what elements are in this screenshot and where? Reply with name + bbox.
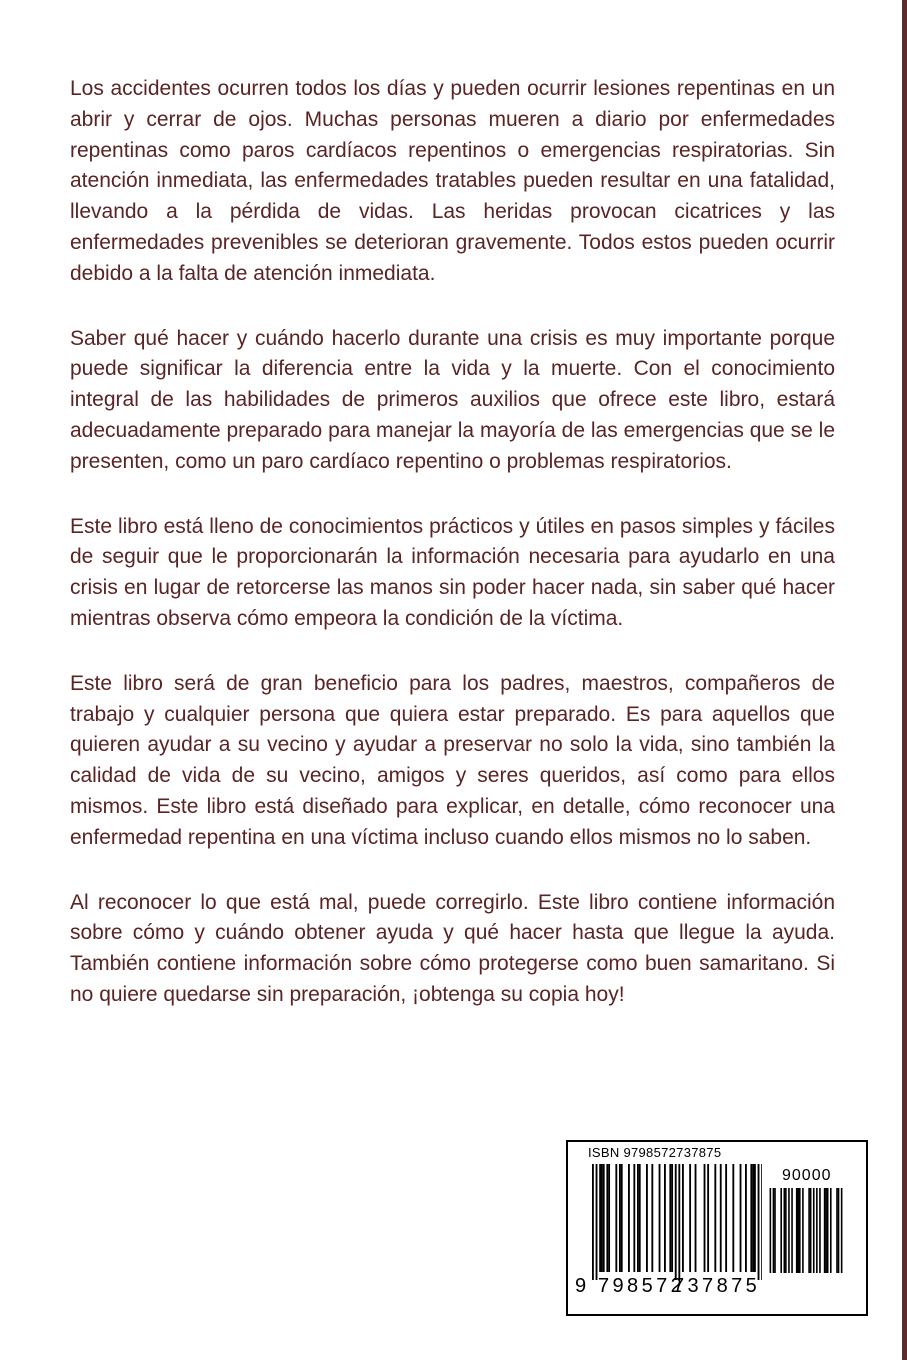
addon-bar	[799, 1188, 801, 1273]
barcode-bar	[725, 1164, 727, 1272]
barcode-right-digits: 737875	[673, 1275, 761, 1297]
barcode-bar	[754, 1164, 756, 1272]
addon-bar	[824, 1188, 826, 1273]
paragraph-5: Al reconocer lo que está mal, puede corregirlo. Este libro contiene información sobre cómo y cuándo obtener ayuda y qué hacer hasta que llegue la ayuda. También contiene información sobre cómo protegerse como buen samaritano. Si no quiere quedarse sin preparación, ¡obtenga su copia hoy!	[70, 890, 835, 1006]
barcode-bar	[720, 1164, 722, 1272]
addon-bar	[819, 1188, 821, 1273]
addon-bar	[808, 1188, 810, 1273]
price-addon-digits: 90000	[782, 1167, 832, 1184]
barcode-first-digit: 9	[575, 1275, 587, 1297]
barcode-bar	[621, 1164, 623, 1272]
barcode-bar	[608, 1164, 610, 1272]
addon-bar	[841, 1188, 843, 1273]
addon-bar	[816, 1188, 818, 1273]
addon-bar	[788, 1188, 790, 1273]
paragraph-4: Este libro será de gran beneficio para los padres, maestros, compañeros de trabajo y cualquier persona que quiera estar preparado. Es para aquellos que quieren ayudar a su vecino y ayudar a preservar no solo la vida, sino también la calidad de vida de su vecino, amigos y seres queridos, así como para ellos mismos. Este libro está diseñado para explicar, en detalle, cómo reconocer una enfermedad repentina en una víctima incluso cuando ellos mismos no lo saben.	[70, 671, 835, 849]
barcode-bar	[669, 1164, 671, 1272]
barcode-bar	[758, 1164, 760, 1280]
addon-bar	[774, 1188, 776, 1273]
addon-bar	[780, 1188, 782, 1273]
barcode-bar	[745, 1164, 747, 1272]
barcode-bar	[704, 1164, 706, 1272]
spine-edge	[902, 0, 907, 1360]
barcode-bar	[671, 1164, 673, 1272]
addon-bar	[827, 1188, 829, 1273]
barcode-bar	[639, 1164, 641, 1272]
ean13-bars	[592, 1164, 762, 1282]
barcode-bar	[675, 1164, 677, 1280]
barcode-bar	[606, 1164, 608, 1272]
barcode-bar	[761, 1164, 762, 1280]
addon-bars	[768, 1188, 848, 1278]
paragraph-2: Saber qué hacer y cuándo hacerlo durante una crisis es muy importante porque puede significar la diferencia entre la vida y la muerte. Con el conocimiento integral de las habilidades de primeros auxilios que ofrece este libro, estará adecuadamente preparado para manejar la mayoría de las emergencias que se le presenten, como un paro cardíaco repentino o problemas respiratorios.	[70, 326, 835, 473]
barcode-bar	[750, 1164, 752, 1272]
barcode-bar	[695, 1164, 697, 1272]
addon-bar	[796, 1188, 798, 1273]
barcode-bar	[678, 1164, 680, 1280]
barcode-bar	[659, 1164, 661, 1272]
barcode-bar	[599, 1164, 601, 1272]
addon-bar	[791, 1188, 793, 1273]
barcode-bar	[752, 1164, 754, 1272]
barcode-bar	[707, 1164, 709, 1272]
isbn-label: ISBN 9798572737875	[588, 1145, 722, 1160]
addon-bar	[830, 1188, 832, 1273]
paragraph-1: Los accidentes ocurren todos los días y pueden ocurrir lesiones repentinas en un abrir y cerrar de ojos. Muchas personas mueren a diario por enfermedades repentinas como paros cardíacos repentinos o emergencias respiratorias. Sin atención inmediata, las enfermedades tratables pueden resultar en una fatalidad, llevando a la pérdida de vidas. Las heridas provocan cicatrices y las enfermedades prevenibles se deterioran gravemente. Todos estos pueden ocurrir debido a la falta de atención inmediata.	[70, 77, 835, 285]
addon-bar	[770, 1188, 772, 1273]
addon-bar	[836, 1188, 838, 1273]
barcode-bar	[740, 1164, 742, 1272]
barcode-bar	[714, 1164, 716, 1272]
isbn-barcode	[566, 1140, 868, 1316]
barcode-bar	[682, 1164, 684, 1272]
addon-bar	[785, 1188, 787, 1273]
barcode-left-digits: 798572	[598, 1275, 686, 1297]
addon-bar	[813, 1188, 815, 1273]
addon-bar	[838, 1188, 840, 1273]
barcode-bar	[628, 1164, 630, 1272]
barcode-bar	[619, 1164, 621, 1272]
barcode-bar	[603, 1164, 605, 1272]
barcode-bar	[615, 1164, 617, 1272]
barcode-bar	[633, 1164, 635, 1272]
barcode-bar	[646, 1164, 648, 1272]
barcode-bar	[637, 1164, 639, 1272]
barcode-bar	[592, 1164, 594, 1280]
description-text	[70, 74, 835, 1045]
paragraph-3: Este libro está lleno de conocimientos prácticos y útiles en pasos simples y fáciles de seguir que le proporcionarán la información necesaria para ayudarlo en una crisis en lugar de retorcerse las manos sin poder hacer nada, sin saber qué hacer mientras observa cómo empeora la condición de la víctima.	[70, 514, 835, 630]
addon-bar	[825, 1188, 827, 1273]
barcode-bar	[651, 1164, 653, 1272]
addon-bar	[784, 1188, 786, 1273]
barcode-bar	[601, 1164, 603, 1272]
addon-bar	[810, 1188, 812, 1273]
barcode-bar	[732, 1164, 734, 1272]
addon-bar	[797, 1188, 799, 1273]
barcode-bar	[664, 1164, 666, 1272]
barcode-bar	[596, 1164, 598, 1280]
addon-bar	[773, 1188, 775, 1273]
addon-bar	[802, 1188, 804, 1273]
barcode-bar	[689, 1164, 691, 1272]
